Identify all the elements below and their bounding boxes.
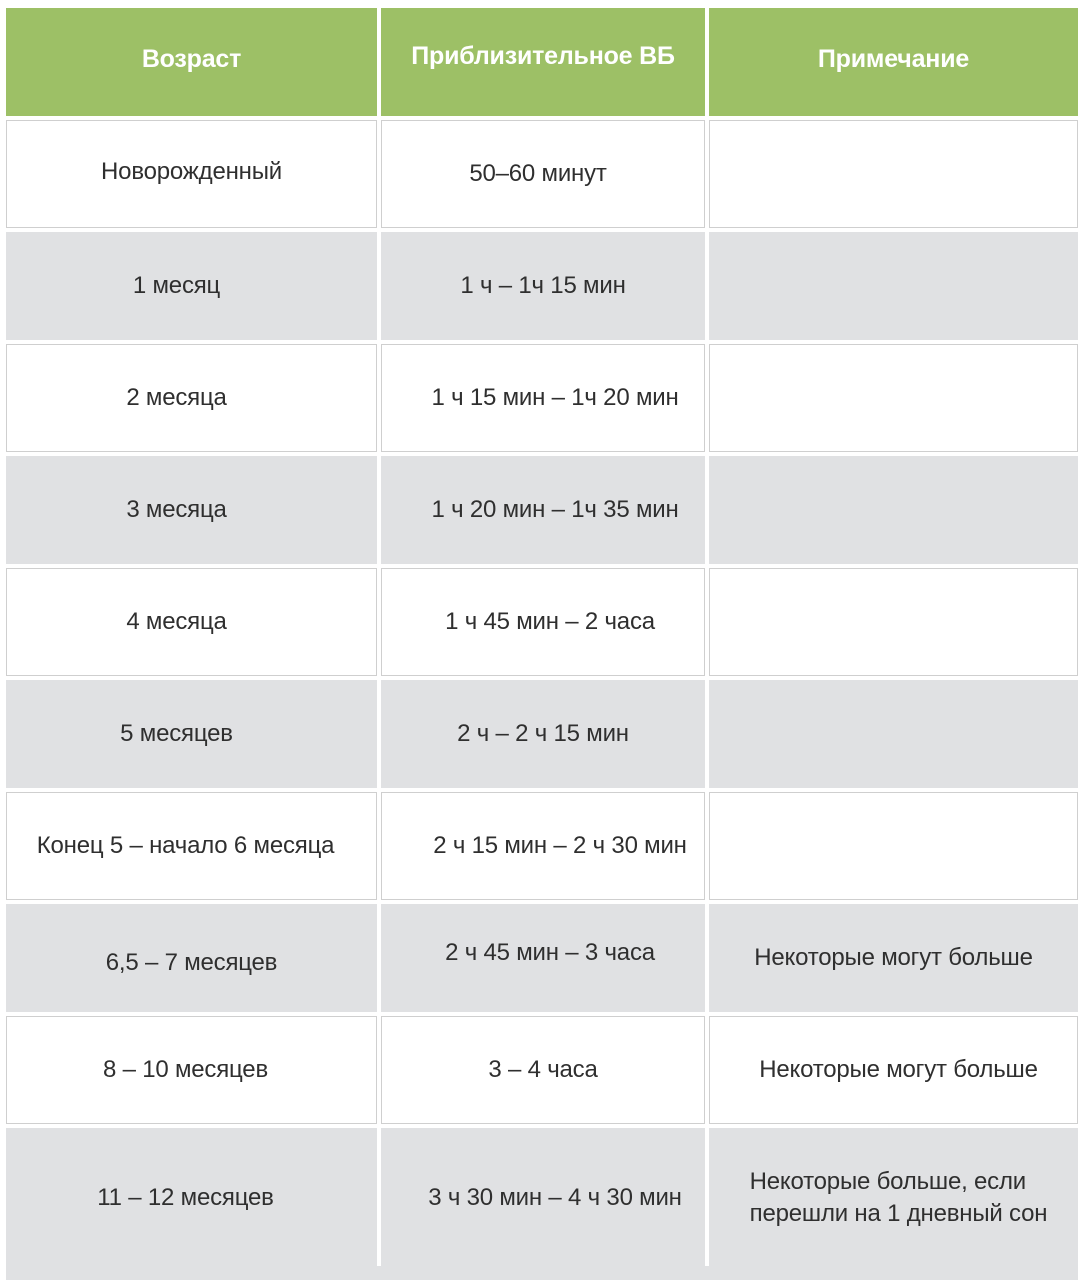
table-row [6,904,1078,1012]
wake-time-cell: 1 ч 15 мин – 1ч 20 мин [381,344,705,452]
wake-time-cell: 3 ч 30 мин – 4 ч 30 мин [381,1128,705,1268]
table-row [6,120,1078,228]
age-cell: 4 месяца [6,568,377,676]
age-cell: 11 – 12 месяцев [6,1128,377,1268]
wake-time-cell: 50–60 минут [381,120,705,228]
table-row [6,568,1078,676]
age-cell: 1 месяц [6,232,377,340]
note-cell [709,1128,1078,1268]
age-cell: 5 месяцев [6,680,377,788]
note-cell [709,792,1078,900]
wake-time-cell: 1 ч 20 мин – 1ч 35 мин [381,456,705,564]
bottom-row-strip [6,1266,1078,1280]
note-cell [709,680,1078,788]
note-cell [709,456,1078,564]
age-cell: Конец 5 – начало 6 месяца [6,792,377,900]
wake-time-cell: 2 ч 15 мин – 2 ч 30 мин [381,792,705,900]
note-cell [709,120,1078,228]
header-wake-time: Приблизительное ВБ [381,8,705,116]
header-age: Возраст [6,8,377,116]
age-cell: 3 месяца [6,456,377,564]
wake-time-table [6,8,1078,1272]
table-row [6,456,1078,564]
table-row [6,1016,1078,1124]
age-cell: 6,5 – 7 месяцев [6,904,377,1012]
table-row [6,232,1078,340]
table-row [6,344,1078,452]
wake-time-cell: 2 ч 45 мин – 3 часа [381,904,705,1012]
age-cell: 2 месяца [6,344,377,452]
note-line: перешли на 1 дневный сон [749,1200,1048,1227]
header-note: Примечание [709,8,1078,116]
table-row [6,792,1078,900]
table-row [6,1128,1078,1268]
age-cell: 8 – 10 месяцев [6,1016,377,1124]
wake-time-cell: 1 ч 45 мин – 2 часа [381,568,705,676]
table-row [6,680,1078,788]
wake-time-cell: 3 – 4 часа [381,1016,705,1124]
note-cell [709,232,1078,340]
note-text [740,1166,1048,1230]
note-cell: Некоторые могут больше [709,1016,1078,1124]
note-line: Некоторые больше, если [749,1168,1026,1195]
age-cell: Новорожденный [6,120,377,228]
wake-time-cell: 1 ч – 1ч 15 мин [381,232,705,340]
note-cell [709,568,1078,676]
note-cell [709,344,1078,452]
wake-time-cell: 2 ч – 2 ч 15 мин [381,680,705,788]
table-header-row [6,8,1078,116]
note-cell: Некоторые могут больше [709,904,1078,1012]
